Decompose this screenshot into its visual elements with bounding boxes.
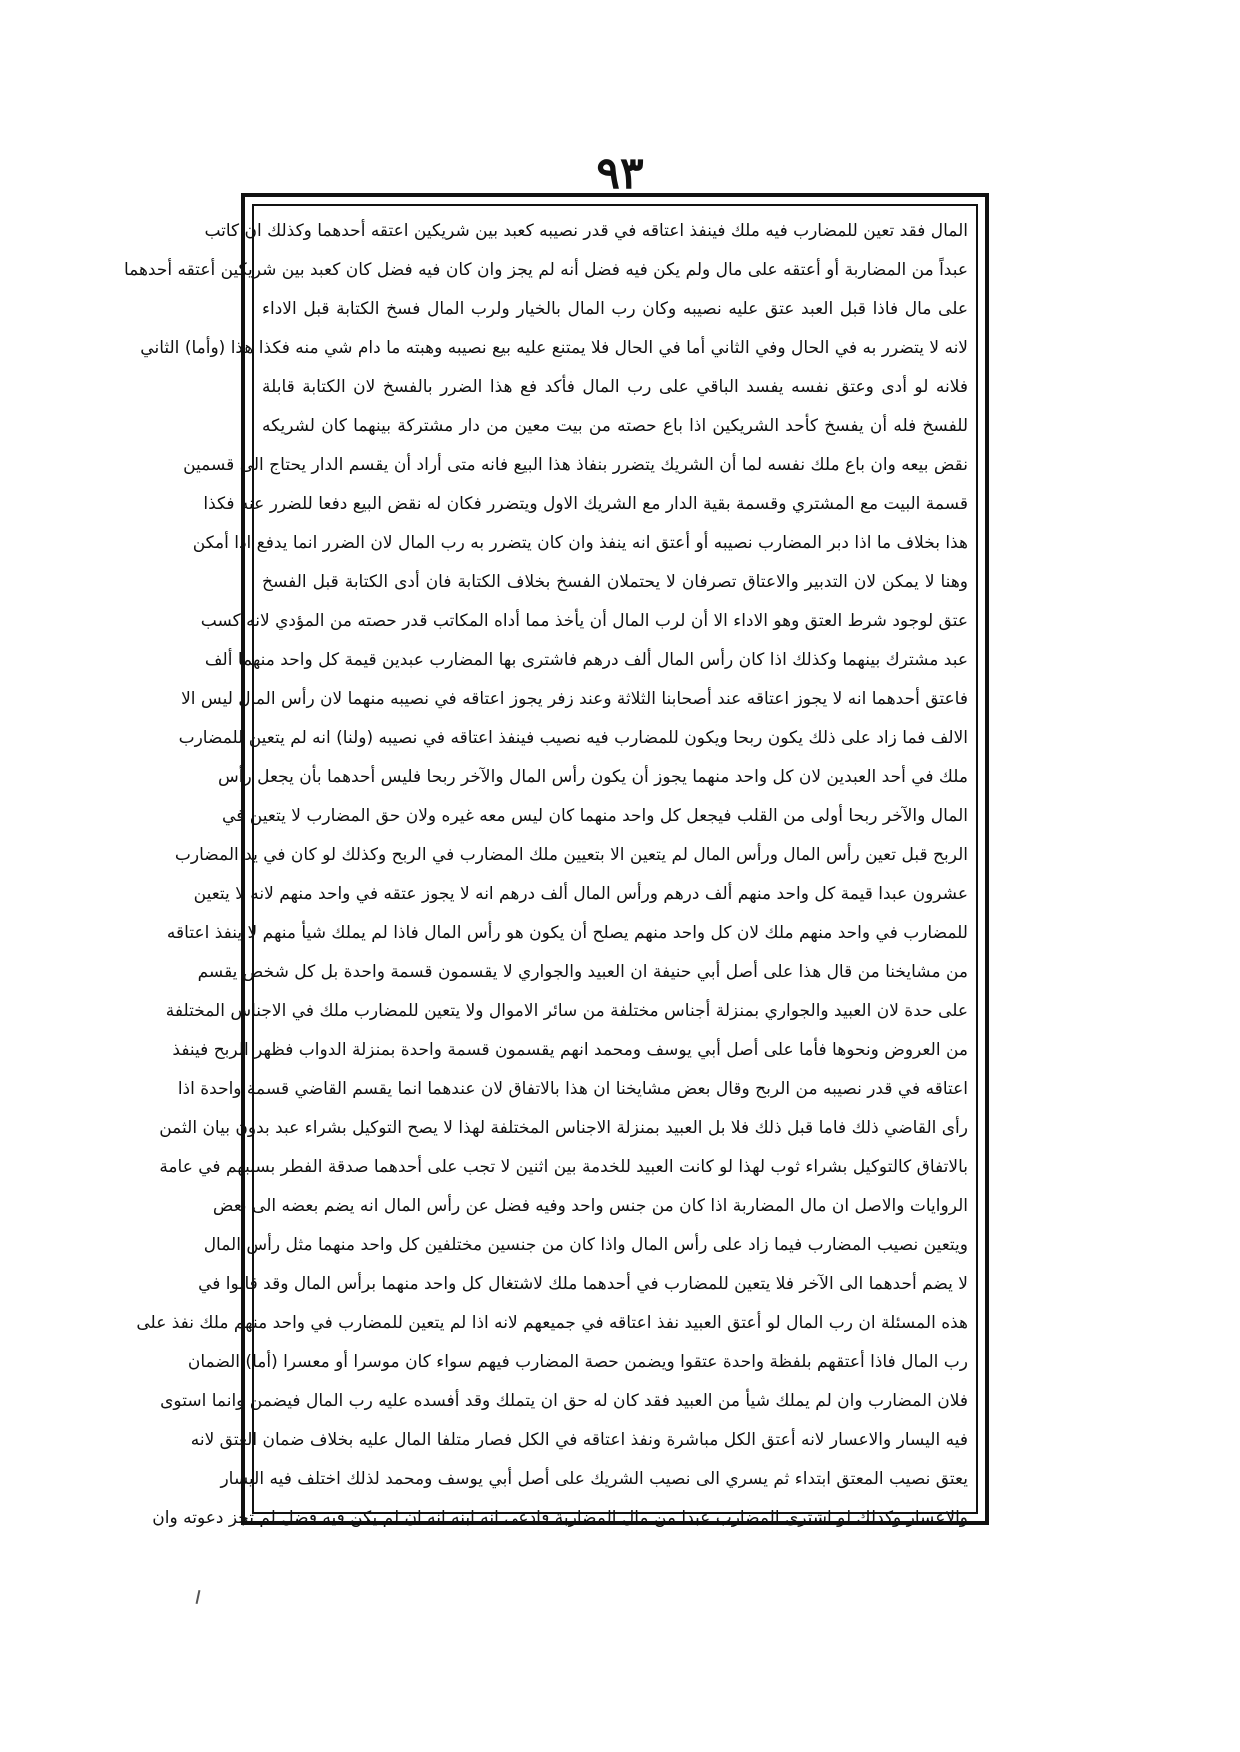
text-line: هذه المسئلة ان رب المال لو أعتق العبيد نفذ اعتاقه في جميعهم لانه اذا لم يتعين للمضارب في واحد منهم ملك نفذ على <box>136 1313 968 1333</box>
text-line: من العروض ونحوها فأما على أصل أبي يوسف ومحمد انهم يقسمون قسمة واحدة بمنزلة الدواب فظهر الربح فينفذ <box>172 1040 968 1060</box>
page-number: ٩٣ <box>596 148 644 199</box>
text-line: للمضارب في واحد منهم ملك لان كل واحد منهم يصلح أن يكون هو رأس المال فاذا لم يملك شيأ منهم لا ينفذ اعتاقه <box>166 923 968 943</box>
text-line: يعتق نصيب المعتق ابتداء ثم يسري الى نصيب الشريك على أصل أبي يوسف ومحمد لذلك اختلف فيه اليسار <box>220 1469 968 1489</box>
text-line: عبداً من المضاربة أو أعتقه على مال ولم يكن فيه فضل أنه لم يجز وان كان فيه فضل كان كعبد بين شريكين أعتقه أحدهما <box>123 260 968 280</box>
text-line: رب المال فاذا أعتقهم بلفظة واحدة عتقوا ويضمن حصة المضارب فيهم سواء كان موسرا أو معسرا (أما) الضمان <box>187 1352 968 1372</box>
text-line: المال فقد تعين للمضارب فيه ملك فينفذ اعتاقه في قدر نصيبه كعبد بين شريكين اعتقه أحدهما وكذلك ان كاتب <box>204 221 968 241</box>
text-line: فلان المضارب وان لم يملك شيأ من العبيد فقد كان له حق ان يتملك وقد أفسده عليه رب المال فيضمن وانما استوى <box>160 1391 968 1411</box>
text-line: فيه اليسار والاعسار لانه أعتق الكل مباشرة ونفذ اعتاقه في الكل فصار متلفا المال عليه بخلاف ضمان العتق لانه <box>190 1430 968 1450</box>
text-line: عبد مشترك بينهما وكذلك اذا كان رأس المال ألف درهم فاشترى بها المضارب عبدين قيمة كل واحد منهما ألف <box>204 650 968 670</box>
text-line: لانه لا يتضرر به في الحال وفي الثاني أما في الحال فلا يمتنع عليه بيع نصيبه وهبته ما دام شي منه فكذا هذا (وأما) الثاني <box>140 338 968 358</box>
text-line: ويتعين نصيب المضارب فيما زاد على رأس المال واذا كان من جنسين مختلفين كل واحد منهما مثل رأس المال <box>203 1235 968 1255</box>
text-line: اعتاقه في قدر نصيبه من الربح وقال بعض مشايخنا ان هذا بالاتفاق لان عندهما انما يقسم القاضي قسمة واحدة اذا <box>177 1079 968 1099</box>
text-line: الروايات والاصل ان مال المضاربة اذا كان من جنس واحد وفيه فضل عن رأس المال انه يضم بعضه الى بعض <box>212 1196 968 1216</box>
margin-mark <box>196 1590 201 1604</box>
text-line: من مشايخنا من قال هذا على أصل أبي حنيفة ان العبيد والجواري لا يقسمون قسمة واحدة بل كل شخص يقسم <box>197 962 968 982</box>
text-line: لا يضم أحدهما الى الآخر فلا يتعين للمضارب في أحدهما ملك لاشتغال كل واحد منهما برأس المال وقد قالوا في <box>198 1274 968 1294</box>
body-text <box>123 212 968 1528</box>
text-line: وهنا لا يمكن لان التدبير والاعتاق تصرفان لا يحتملان الفسخ بخلاف الكتابة فان أدى الكتابة قبل الفسخ <box>262 572 968 592</box>
text-line: فاعتق أحدهما انه لا يجوز اعتاقه عند أصحابنا الثلاثة وعند زفر يجوز اعتاقه في نصيبه منهما لان رأس المال ليس الا <box>181 689 968 709</box>
text-line: المال والآخر ربحا أولى من القلب فيجعل كل واحد منهما كان ليس معه غيره ولان حق المضارب لا يتعين في <box>222 806 968 826</box>
text-line: فلانه لو أدى وعتق نفسه يفسد الباقي على رب المال فأكد فع هذا الضرر بالفسخ لان الكتابة قابلة <box>262 377 968 397</box>
text-line: عتق لوجود شرط العتق وهو الاداء الا أن لرب المال أن يأخذ مما أداه المكاتب قدر حصته من المؤدي لانه كسب <box>200 611 968 631</box>
text-line: والاعسار وكذلك لو اشترى المضارب عبدا من مال المضاربة فادعى انه ابنه انه ان لم يكن فيه فضل لم تجز دعوته وان <box>152 1508 968 1528</box>
text-line: نقض بيعه وان باع ملك نفسه لما أن الشريك يتضرر بنفاذ هذا البيع فانه متى أراد أن يقسم الدار يحتاج الى قسمين <box>183 455 968 475</box>
text-line: ملك في أحد العبدين لان كل واحد منهما يجوز أن يكون رأس المال والآخر ربحا فليس أحدهما بأن يجعل رأس <box>217 767 968 787</box>
text-line: على مال فاذا قبل العبد عتق عليه نصيبه وكان رب المال بالخيار ولرب المال فسخ الكتابة قبل الاداء <box>262 299 968 319</box>
text-line: للفسخ فله أن يفسخ كأحد الشريكين اذا باع حصته من بيت معين من دار مشتركة بينهما كان لشريكه <box>262 416 968 436</box>
text-line: عشرون عبدا قيمة كل واحد منهم ألف درهم ورأس المال ألف درهم انه لا يجوز عتقه في واحد منهم لانه لا يتعين <box>193 884 968 904</box>
text-line: هذا بخلاف ما اذا دبر المضارب نصيبه أو أعتق انه ينفذ وان كان يتضرر به رب المال لان الضرر انما يدفع اذا أمكن <box>192 533 968 553</box>
text-line: بالاتفاق كالتوكيل بشراء ثوب لهذا لو كانت العبيد للخدمة بين اثنين لا تجب على أحدهما صدقة الفطر بسببهم في عامة <box>159 1157 968 1177</box>
text-line: على حدة لان العبيد والجواري بمنزلة أجناس مختلفة من سائر الاموال ولا يتعين للمضارب ملك في الاجناس المختلفة <box>165 1001 968 1021</box>
text-line: رأى القاضي ذلك فاما قبل ذلك فلا بل العبيد بمنزلة الاجناس المختلفة لهذا لا يصح التوكيل بشراء عبد بدون بيان الثمن <box>159 1118 968 1138</box>
text-line: الالف فما زاد على ذلك يكون ربحا ويكون للمضارب فيه نصيب فينفذ اعتاقه في نصيبه (ولنا) انه لم يتعين للمضارب <box>178 728 968 748</box>
text-line: الربح قبل تعين رأس المال ورأس المال لم يتعين الا بتعيين ملك المضارب في الربح وكذلك لو كان في يد المضارب <box>174 845 968 865</box>
text-line: قسمة البيت مع المشتري وقسمة بقية الدار مع الشريك الاول ويتضرر فكان له نقض البيع دفعا للضرر عنه فكذا <box>203 494 968 514</box>
